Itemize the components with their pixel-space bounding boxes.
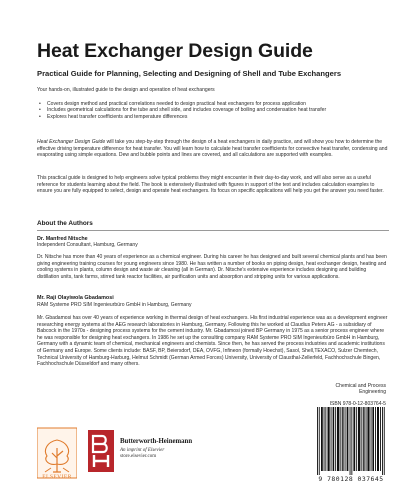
butterworth-heinemann-logo-icon [88, 430, 114, 472]
subject-category [316, 383, 386, 396]
about-heading: About the Authors [37, 220, 93, 227]
author-name: Mr. Raji Olayiwola Gbadamosi [37, 295, 114, 301]
author-affiliation: Independent Consultant, Hamburg, Germany [37, 242, 138, 248]
intro-text: Your hands-on, illustrated guide to the design and operation of heat exchangers [37, 87, 215, 93]
imprint-tagline: An imprint of Elsevier [120, 448, 165, 453]
book-subtitle: Practical Guide for Planning, Selecting and Designing of Shell and Tube Exchangers [37, 69, 342, 78]
feature-item: • Explores heat transfer coefficients and temperature differences [37, 114, 387, 120]
imprint-name: Butterworth-Heinemann [120, 438, 193, 445]
imprint-url: store.elsevier.com [120, 454, 157, 459]
category-line: Chemical and Process [335, 383, 386, 389]
isbn-label: ISBN 978-0-12-803764-5 [329, 401, 386, 407]
description-paragraph-1 [37, 139, 389, 159]
author-name: Dr. Manfred Nitsche [37, 236, 88, 242]
elsevier-wordmark: ELSEVIER [42, 474, 72, 480]
divider [37, 230, 389, 231]
barcode-icon [316, 407, 386, 475]
feature-item: • Covers design method and practical correlations needed to design practical heat exchangers for process application [37, 101, 387, 107]
category-line: Engineering [359, 389, 386, 396]
description-title-emphasis: Heat Exchanger Design Guide [37, 139, 106, 145]
feature-list [37, 101, 387, 120]
feature-item: • Includes geometrical calculations for the tube and shell side, and includes coverage of boiling and condensation heat transfer [37, 107, 387, 113]
barcode-digits: 9 780128 037645 [318, 475, 384, 483]
author-bio: Mr. Gbadamosi has over 40 years of experience working in thermal design of heat exchangers. His first industrial experience was as a development engineer researching energy systems at the AEG research laboratories in Hamburg, Germany. Following this he worked at Claudius Peters AG - a subsidiary of Babcock in the 1970s - designing process systems for the cement industry. Mr. Gbadamosi joined BP Germany in 1975 as a senior process engineer where he was responsible for designing heat exchangers. In 1986 he set up the consulting company RAM Systeme PRO SIM Ingenieurbüro GmbH in Hamburg, Germany with a dynamic team of chemical, mechanical engineers and chemists. Since then, he has served the process industries and academic institutions of Germany and Europe. Some clients include: BASF, BP, Beiersdorf, DEA, OVFG, Infineon (formally Hoechst), Sasol, Shell,TEXACO, Sulzer Chemtech, Technical University of Hamburg-Harburg, Helmut Schmidt (German Armed Forces) University, University of Clausthal-Zellerfeld, Fachhochschule Bingen, Fachhochschule Düsseldorf and many others. [37, 315, 388, 368]
author-bio: Dr. Nitsche has more than 40 years of experience as a chemical engineer. During his career he has designed and built several chemical plants and has been giving engineering training courses for young engineers since 1980. He has written a number of books on piping design, heat exchanger design, heating and cooling systems in plants, column design and waste air cleaning (all in German). Dr. Nitsche's extensive experience includes designing and building distillation units, tank farms, stirred tank reactor facilities, air purification units and absorption and stripping units for various applications. [37, 254, 387, 280]
description-text: will take you step-by-step through the design of a heat exchangers in daily practice, and will show you how to determine the effective driving temperature difference for heat transfer. You will learn how to calculate heat transfer coefficients for convective heat transfer, condensing and evaporating using simple equations. Dew and bubble points and lines are covered, and all calculations are supported with examples. [37, 139, 388, 159]
author-affiliation: RAM Systeme PRO SIM Ingenieurbüro GmbH in Hamburg, Germany [37, 302, 192, 308]
book-title: Heat Exchanger Design Guide [37, 40, 313, 62]
description-paragraph-2: This practical guide is designed to help engineers solve typical problems they might encounter in their day-to-day work, and will also serve as a useful reference for students learning about the field. The book is extensively illustrated with figures in support of the text and includes calculation examples to ensure you are fully equipped to select, design and operate heat exchangers. Its focus on specific applications will help you get the answer you need faster. [37, 175, 384, 195]
